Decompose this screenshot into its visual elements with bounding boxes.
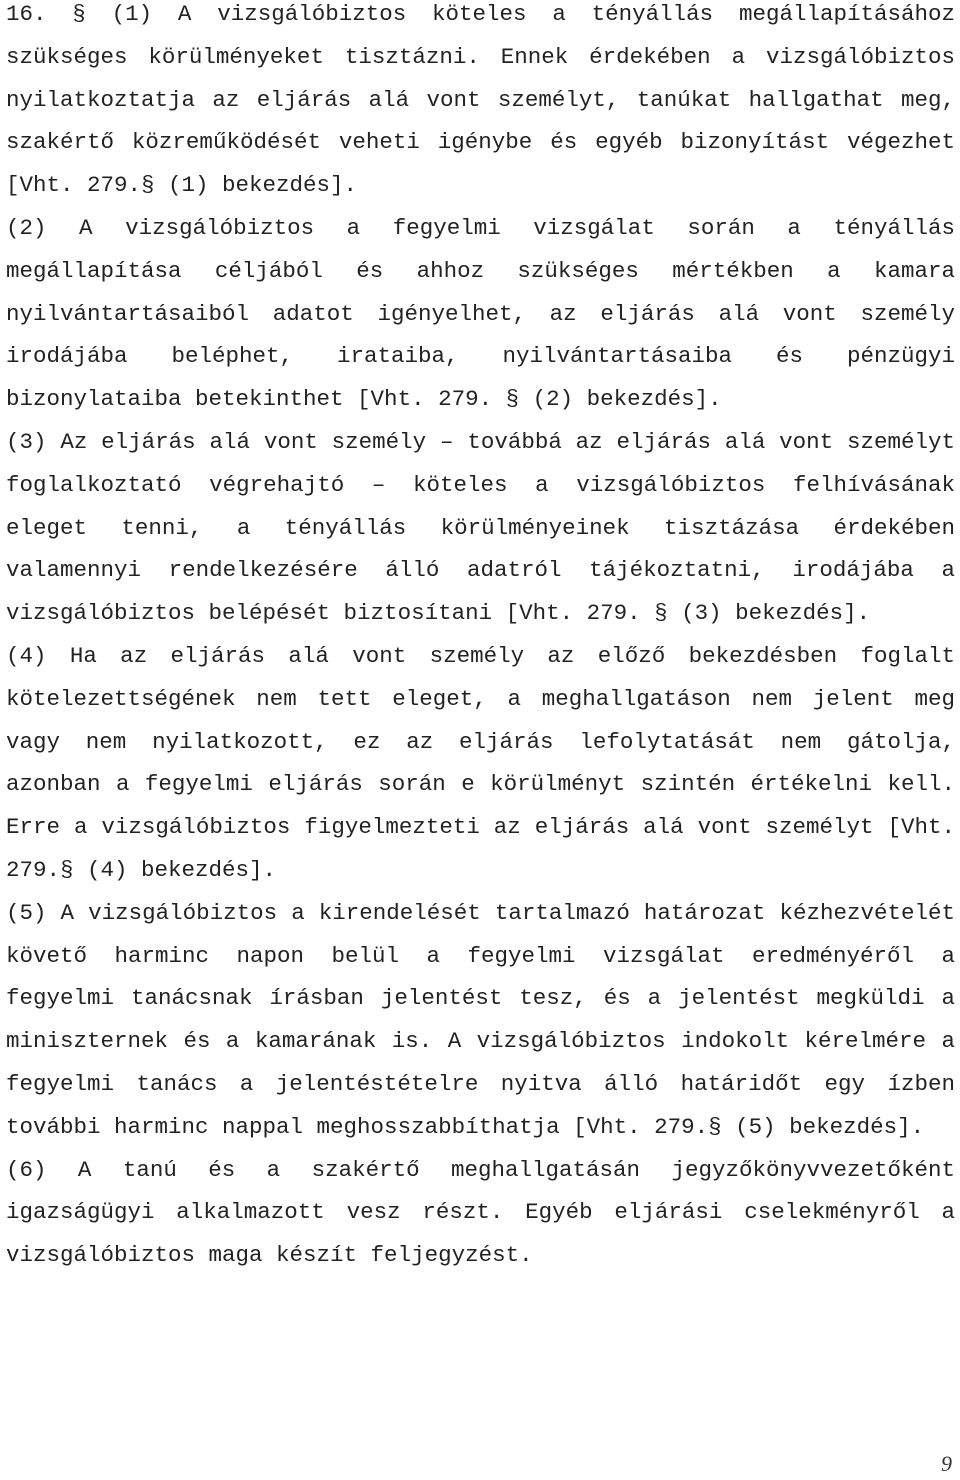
paragraph-2: (2) A vizsgálóbiztos a fegyelmi vizsgálat során a tényállás megállapítása céljából és ahhoz szükséges mértékben a kamara nyilvántartásaiból adatot igényelhet, az eljárás alá vont személy irodájába beléphet, irataiba, nyilvántartásaiba és pénzügyi bizonylataiba betekinthet [Vht. 279. § (2) bekezdés]. bbox=[6, 214, 955, 413]
paragraph-4: (4) Ha az eljárás alá vont személy az előző bekezdésben foglalt kötelezettségének nem tett eleget, a meghallgatáson nem jelent meg vagy nem nyilatkozott, ez az eljárás lefolytatását nem gátolja, azonban a fegyelmi eljárás során e körülményt szintén értékelni kell. Erre a vizsgálóbiztos figyelmezteti az eljárás alá vont személyt [Vht. 279.§ (4) bekezdés]. bbox=[6, 642, 955, 883]
paragraph-5: (5) A vizsgálóbiztos a kirendelését tartalmazó határozat kézhezvételét követő harminc napon belül a fegyelmi vizsgálat eredményéről a fegyelmi tanácsnak írásban jelentést tesz, és a jelentést megküldi a miniszternek és a kamarának is. A vizsgálóbiztos indokolt kérelmére a fegyelmi tanács a jelentéstételre nyitva álló határidőt egy ízben további harminc nappal meghosszabbíthatja [Vht. 279.§ (5) bekezdés]. bbox=[6, 899, 955, 1140]
paragraph-3: (3) Az eljárás alá vont személy – továbbá az eljárás alá vont személyt foglalkoztató végrehajtó – köteles a vizsgálóbiztos felhívásának eleget tenni, a tényállás körülményeinek tisztázása érdekében valamennyi rendelkezésére álló adatról tájékoztatni, irodájába a vizsgálóbiztos belépését biztosítani [Vht. 279. § (3) bekezdés]. bbox=[6, 428, 955, 627]
paragraph-16-1: 16. § (1) A vizsgálóbiztos köteles a tényállás megállapításához szükséges körülményeket tisztázni. Ennek érdekében a vizsgálóbiztos nyilatkoztatja az eljárás alá vont személyt, tanúkat hallgathat meg, szakértő közreműködését veheti igénybe és egyéb bizonyítást végezhet [Vht. 279.§ (1) bekezdés]. bbox=[6, 1, 955, 199]
document-page bbox=[6, 0, 955, 1277]
paragraph-6: (6) A tanú és a szakértő meghallgatásán jegyzőkönyvvezetőként igazságügyi alkalmazott vesz részt. Egyéb eljárási cselekményről a vizsgálóbiztos maga készít feljegyzést. bbox=[6, 1156, 955, 1269]
page-number: 9 bbox=[941, 1451, 952, 1476]
